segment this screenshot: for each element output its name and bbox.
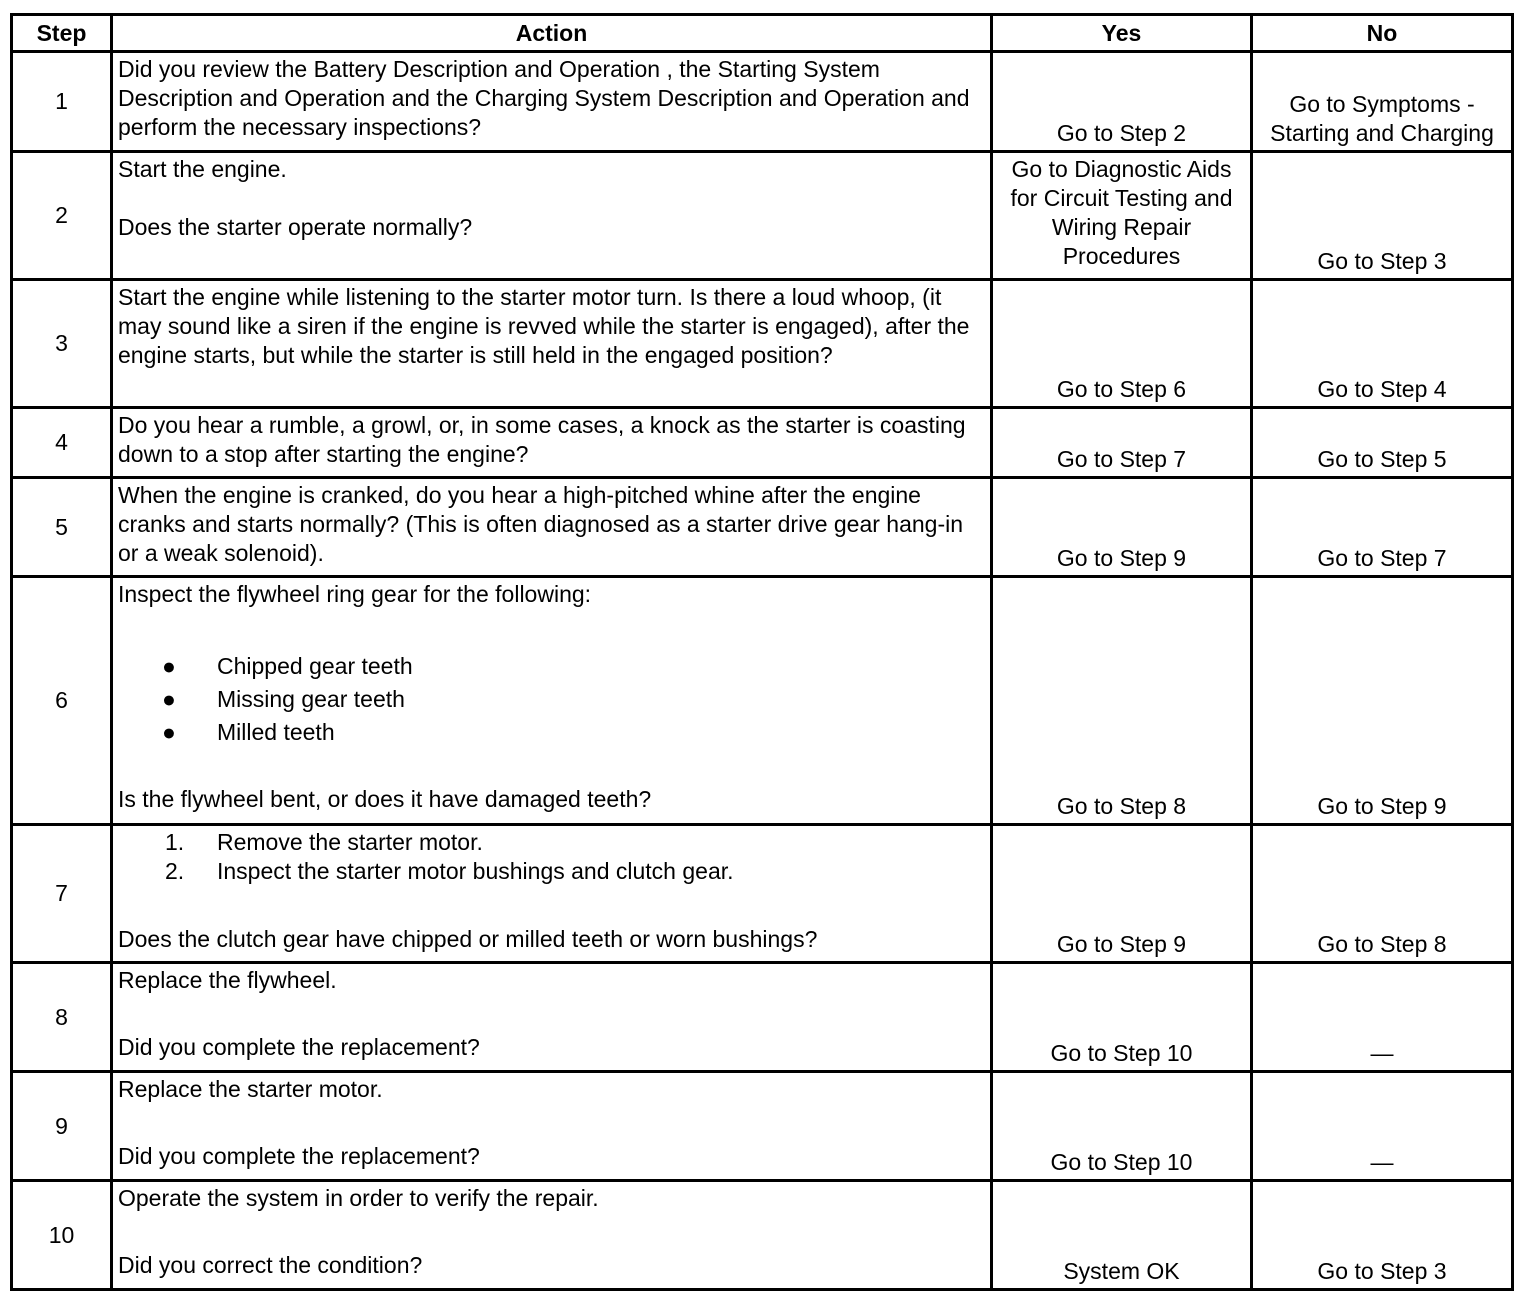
action-text: Inspect the flywheel ring gear for the following:	[118, 581, 592, 607]
action-cell	[112, 577, 992, 825]
no-cell: Go to Symptoms - Starting and Charging	[1252, 52, 1513, 152]
action-cell	[112, 1072, 992, 1181]
step-number: 3	[12, 280, 112, 408]
action-question: Did you complete the replacement?	[118, 1034, 480, 1060]
step-number: 10	[12, 1181, 112, 1290]
action-cell	[112, 963, 992, 1072]
table-row	[12, 478, 1513, 577]
yes-cell: Go to Step 9	[992, 825, 1252, 963]
step-number: 8	[12, 963, 112, 1072]
step-number: 2	[12, 152, 112, 280]
step-number: 9	[12, 1072, 112, 1181]
no-cell: Go to Step 4	[1252, 280, 1513, 408]
yes-cell: Go to Step 6	[992, 280, 1252, 408]
action-cell	[112, 825, 992, 963]
list-item: 1. Remove the starter motor.	[165, 829, 483, 855]
header-step: Step	[12, 15, 112, 52]
action-question: Does the clutch gear have chipped or milled teeth or worn bushings?	[118, 926, 818, 952]
no-cell: Go to Step 9	[1252, 577, 1513, 825]
no-cell: Go to Step 7	[1252, 478, 1513, 577]
diagnostic-table	[10, 13, 1514, 1291]
header-row	[12, 15, 1513, 52]
action-text: When the engine is cranked, do you hear a high-pitched whine after the engine cranks and starts normally? (This is often diagnosed as a starter drive gear hang-in or a weak solenoid).	[118, 482, 964, 566]
no-cell: Go to Step 3	[1252, 1181, 1513, 1290]
action-cell	[112, 1181, 992, 1290]
step-number: 7	[12, 825, 112, 963]
yes-cell: System OK	[992, 1181, 1252, 1290]
action-text: Start the engine.	[118, 156, 287, 182]
table-row	[12, 1181, 1513, 1290]
header-no: No	[1252, 15, 1513, 52]
no-cell: Go to Step 5	[1252, 408, 1513, 478]
no-cell: Go to Step 8	[1252, 825, 1513, 963]
action-cell	[112, 280, 992, 408]
action-question: Did you complete the replacement?	[118, 1143, 480, 1169]
table-row	[12, 577, 1513, 825]
action-question: Does the starter operate normally?	[118, 214, 473, 240]
no-cell: —	[1252, 1072, 1513, 1181]
table-row	[12, 408, 1513, 478]
action-cell	[112, 152, 992, 280]
action-text: Do you hear a rumble, a growl, or, in some cases, a knock as the starter is coasting down to a stop after starting the engine?	[118, 412, 966, 467]
table-row	[12, 280, 1513, 408]
header-yes: Yes	[992, 15, 1252, 52]
procedure-list	[118, 828, 985, 886]
step-number: 1	[12, 52, 112, 152]
action-text: Operate the system in order to verify the repair.	[118, 1185, 599, 1211]
yes-cell: Go to Step 10	[992, 1072, 1252, 1181]
list-item: ● Chipped gear teeth	[118, 650, 985, 683]
yes-cell: Go to Diagnostic Aids for Circuit Testing and Wiring Repair Procedures	[992, 152, 1252, 280]
table-row	[12, 1072, 1513, 1181]
table-row	[12, 825, 1513, 963]
yes-cell: Go to Step 7	[992, 408, 1252, 478]
list-item: ● Milled teeth	[118, 716, 985, 749]
table-row	[12, 52, 1513, 152]
no-cell: —	[1252, 963, 1513, 1072]
bullet-icon: ●	[162, 653, 176, 679]
action-text: Replace the flywheel.	[118, 967, 337, 993]
action-text: Start the engine while listening to the starter motor turn. Is there a loud whoop, (it may sound like a siren if the engine is revved while the starter is engaged), after the engine starts, but while the starter is still held in the engaged position?	[118, 284, 970, 368]
step-number: 6	[12, 577, 112, 825]
inspection-list	[118, 650, 985, 749]
table-row	[12, 152, 1513, 280]
action-question: Did you correct the condition?	[118, 1252, 423, 1278]
action-cell	[112, 408, 992, 478]
step-number: 5	[12, 478, 112, 577]
action-cell	[112, 478, 992, 577]
yes-cell: Go to Step 10	[992, 963, 1252, 1072]
table-row	[12, 963, 1513, 1072]
no-cell: Go to Step 3	[1252, 152, 1513, 280]
action-text: Replace the starter motor.	[118, 1076, 383, 1102]
header-action: Action	[112, 15, 992, 52]
yes-cell: Go to Step 8	[992, 577, 1252, 825]
list-item: ● Missing gear teeth	[118, 683, 985, 716]
yes-cell: Go to Step 9	[992, 478, 1252, 577]
action-question: Is the flywheel bent, or does it have damaged teeth?	[118, 786, 652, 812]
action-text: Did you review the Battery Description and Operation , the Starting System Description and Operation and the Charging System Description and Operation and perform the necessary inspections?	[118, 56, 970, 140]
action-cell	[112, 52, 992, 152]
step-number: 4	[12, 408, 112, 478]
bullet-icon: ●	[162, 686, 176, 712]
yes-cell: Go to Step 2	[992, 52, 1252, 152]
bullet-icon: ●	[162, 719, 176, 745]
list-item: 2. Inspect the starter motor bushings and clutch gear.	[165, 858, 734, 884]
